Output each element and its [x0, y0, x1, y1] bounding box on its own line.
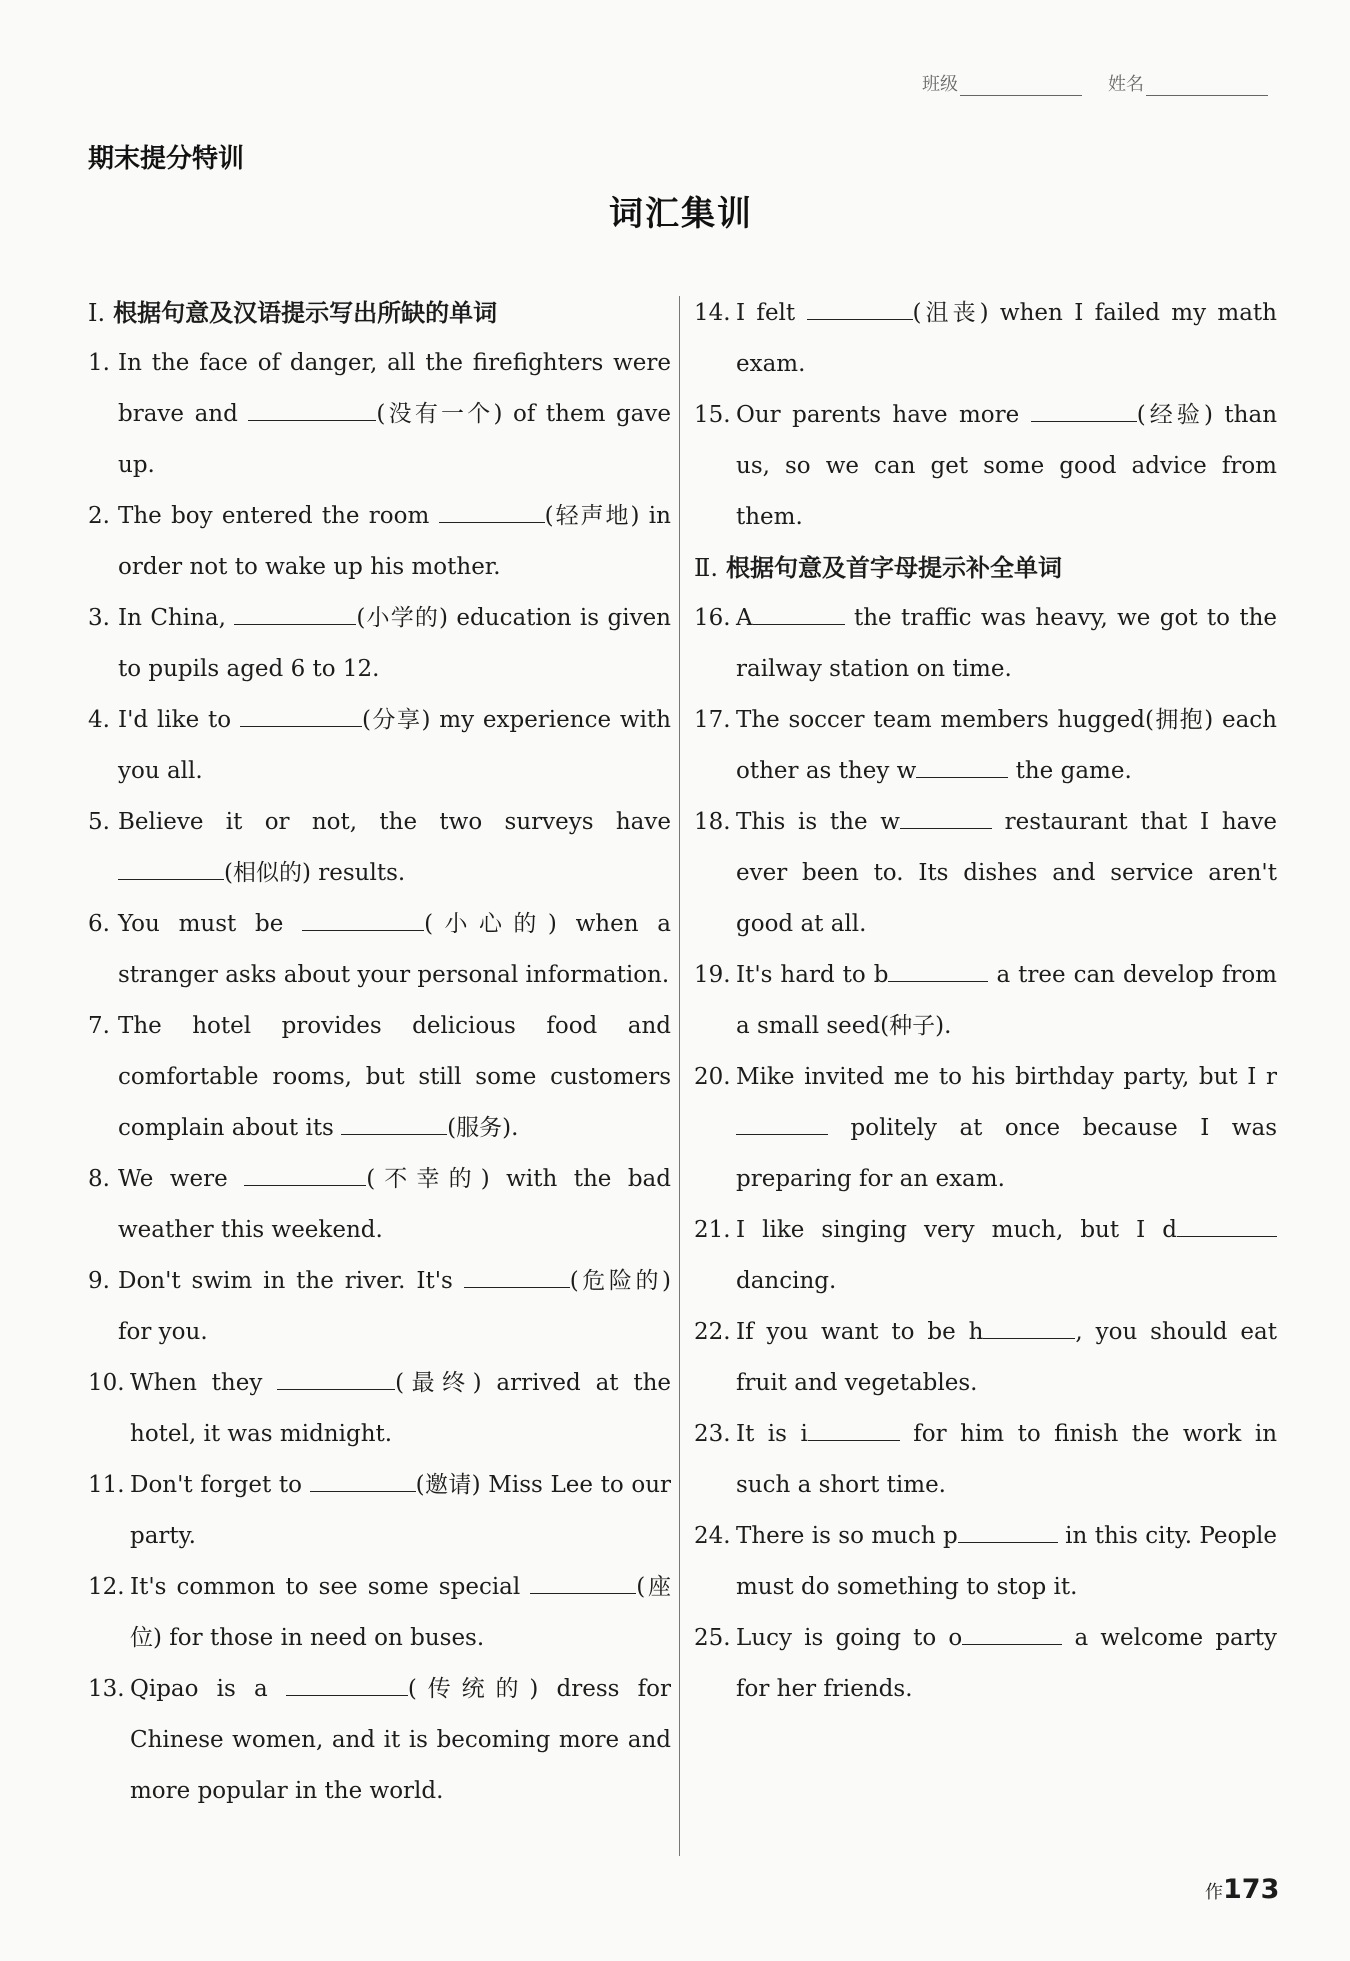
name-label: 姓名 [1108, 74, 1144, 95]
answer-blank[interactable] [248, 400, 376, 421]
question-5: 5. Believe it or not, the two surveys have (相似的) results. [88, 809, 671, 886]
column-divider [679, 296, 680, 1856]
answer-blank[interactable] [1177, 1216, 1277, 1237]
student-info-fields [922, 70, 1268, 96]
page-title: 词汇集训 [609, 194, 753, 234]
question-3: 3. In China, (小学的) education is given to pupils aged 6 to 12. [88, 605, 671, 682]
part2-heading-number: Ⅱ. [694, 554, 718, 582]
question-9: 9. Don't swim in the river. It's (危险的) for you. [88, 1268, 671, 1345]
question-1: 1. In the face of danger, all the firefighters were brave and (没有一个) of them gave up. [88, 350, 671, 478]
question-14: 14. I felt (沮丧) when I failed my math exam. [694, 300, 1277, 377]
answer-blank[interactable] [1031, 401, 1137, 422]
name-field[interactable] [1108, 70, 1268, 96]
answer-blank[interactable] [439, 502, 545, 523]
class-label: 班级 [922, 74, 958, 95]
answer-blank[interactable] [736, 1114, 828, 1135]
answer-blank[interactable] [118, 859, 224, 880]
answer-blank[interactable] [310, 1471, 416, 1492]
part1-heading-number: Ⅰ. [88, 299, 106, 327]
question-6: 6. You must be (小心的) when a stranger asks about your personal information. [88, 911, 671, 988]
answer-blank[interactable] [464, 1267, 570, 1288]
answer-blank[interactable] [916, 757, 1008, 778]
page-number-prefix: 作 [1205, 1882, 1223, 1903]
question-16: 16. A the traffic was heavy, we got to the railway station on time. [694, 605, 1277, 682]
part1-heading [88, 288, 671, 338]
question-18: 18. This is the w restaurant that I have ever been to. Its dishes and service aren't good at all. [694, 809, 1277, 937]
page-number-value: 173 [1223, 1874, 1280, 1905]
answer-blank[interactable] [983, 1318, 1075, 1339]
question-22: 22. If you want to be h , you should eat fruit and vegetables. [694, 1319, 1277, 1396]
question-10: 10. When they (最终) arrived at the hotel, it was midnight. [88, 1370, 671, 1447]
left-column [88, 288, 671, 1817]
question-21: 21. I like singing very much, but I d dancing. [694, 1205, 1277, 1307]
answer-blank[interactable] [341, 1114, 447, 1135]
part2-heading-text: 根据句意及首字母提示补全单词 [725, 554, 1062, 582]
answer-blank[interactable] [753, 604, 845, 625]
question-8: 8. We were (不幸的) with the bad weather this weekend. [88, 1166, 671, 1243]
page-number [1205, 1874, 1279, 1905]
answer-blank[interactable] [962, 1624, 1062, 1645]
answer-blank[interactable] [888, 961, 988, 982]
question-19: 19. It's hard to b a tree can develop from a small seed(种子). [694, 962, 1277, 1039]
answer-blank[interactable] [277, 1369, 395, 1390]
question-2: 2. The boy entered the room (轻声地) in order not to wake up his mother. [88, 503, 671, 580]
question-20: 20. Mike invited me to his birthday party, but I r politely at once because I was preparing for an exam. [694, 1064, 1277, 1192]
answer-blank[interactable] [244, 1165, 366, 1186]
question-25: 25. Lucy is going to o a welcome party for her friends. [694, 1625, 1277, 1702]
answer-blank[interactable] [286, 1675, 408, 1696]
question-23: 23. It is i for him to finish the work in such a short time. [694, 1421, 1278, 1498]
class-line[interactable] [960, 79, 1082, 96]
question-11: 11. Don't forget to (邀请) Miss Lee to our party. [88, 1472, 671, 1549]
part1-heading-text: 根据句意及汉语提示写出所缺的单词 [113, 299, 498, 327]
answer-blank[interactable] [808, 1420, 900, 1441]
answer-blank[interactable] [234, 604, 356, 625]
section-tag: 期末提分特训 [88, 144, 245, 174]
answer-blank[interactable] [958, 1522, 1058, 1543]
answer-blank[interactable] [302, 910, 424, 931]
question-13: 13. Qipao is a (传统的) dress for Chinese women, and it is becoming more and more popular in the world. [88, 1676, 671, 1804]
class-field[interactable] [922, 70, 1082, 96]
answer-blank[interactable] [530, 1573, 636, 1594]
question-15: 15. Our parents have more (经验) than us, so we can get some good advice from them. [694, 402, 1278, 530]
right-column [694, 288, 1277, 1715]
question-12: 12. It's common to see some special (座位) for those in need on buses. [88, 1574, 671, 1651]
question-7: 7. The hotel provides delicious food and comfortable rooms, but still some customers complain about its (服务). [88, 1013, 671, 1141]
question-4: 4. I'd like to (分享) my experience with you all. [88, 707, 671, 784]
answer-blank[interactable] [807, 299, 913, 320]
question-24: 24. There is so much p in this city. People must do something to stop it. [694, 1523, 1278, 1600]
name-line[interactable] [1146, 79, 1268, 96]
answer-blank[interactable] [240, 706, 362, 727]
part2-heading [694, 543, 1277, 593]
question-17: 17. The soccer team members hugged(拥抱) each other as they w the game. [694, 707, 1277, 784]
answer-blank[interactable] [900, 808, 992, 829]
